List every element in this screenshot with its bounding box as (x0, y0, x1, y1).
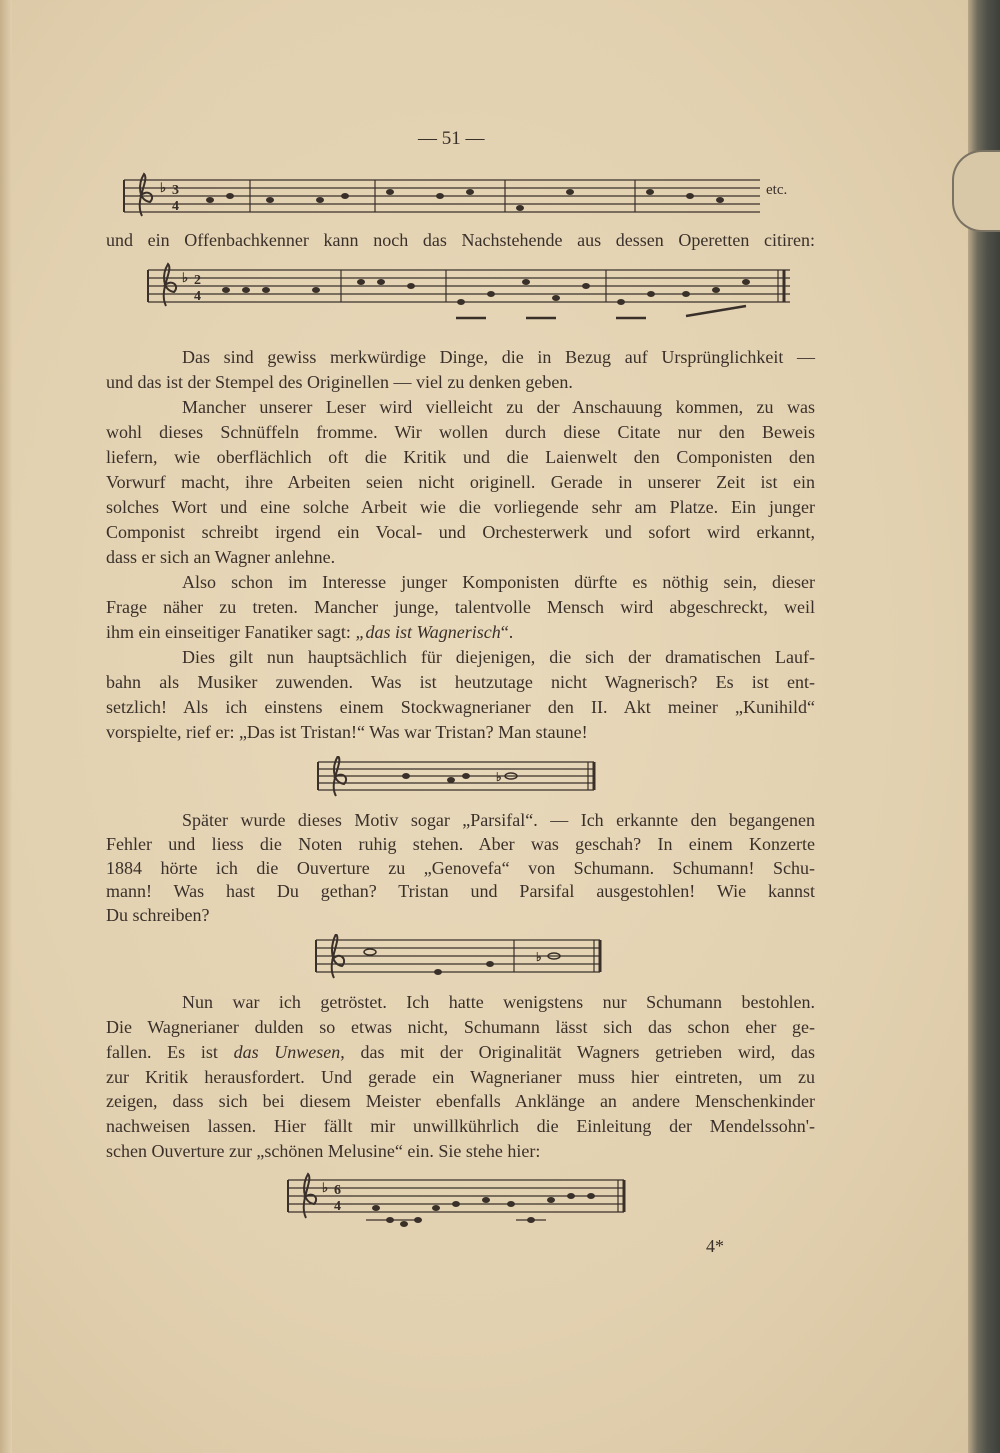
svg-text:4: 4 (334, 1199, 341, 1214)
text-line: zur Kritik herausfordert. Und gerade ein Wagnerianer muss hier eintreten, um zu (106, 1067, 815, 1087)
music-example-1 (120, 170, 820, 222)
text-line: 1884 hörte ich die Ouverture zu „Genovefa“ von Schumann. Schumann! Schu- (106, 858, 815, 878)
intro-line: und ein Offenbachkenner kann noch das Nachstehende aus dessen Operetten citiren: (106, 230, 815, 250)
text-line: mann! Was hast Du gethan? Tristan und Parsifal ausgestohlen! Wie kannst (106, 881, 815, 901)
text-line: nachweisen lassen. Hier fällt mir unwillkührlich die Einleitung der Mendelssohn'- (106, 1116, 815, 1136)
italic-phrase: das Unwesen (233, 1042, 341, 1062)
svg-text:6: 6 (334, 1183, 341, 1198)
text-line: Du schreiben? (106, 905, 210, 925)
text-line: dass er sich an Wagner anlehne. (106, 547, 336, 567)
book-clasp (952, 150, 1000, 232)
flat-sign: ♭ (160, 180, 167, 195)
svg-text:♭: ♭ (496, 770, 502, 784)
text-line: liefern, wie oberflächlich oft die Kritik und die Laienwelt den Componisten den (106, 447, 815, 467)
text-line: Nun war ich getröstet. Ich hatte wenigstens nur Schumann bestohlen. (182, 992, 815, 1012)
signature-mark: 4* (706, 1236, 724, 1256)
text-line: Die Wagnerianer dulden so etwas nicht, Schumann lässt sich das schon eher ge- (106, 1017, 815, 1037)
text-line: und das ist der Stempel des Originellen — viel zu denken geben. (106, 372, 573, 392)
text-line: Später wurde dieses Motiv sogar „Parsifal“. — Ich erkannte den begangenen (182, 810, 815, 830)
music-example-2 (146, 258, 796, 338)
text-line: schen Ouverture zur „schönen Melusine“ ein. Sie stehe hier: (106, 1141, 541, 1161)
text-line: zeigen, dass sich bei diesem Meister ebenfalls Anklänge an andere Menschenkinder (106, 1091, 815, 1111)
text-line: Vorwurf macht, ihre Arbeiten seien nicht originell. Gerade in unserer Zeit ist ein (106, 472, 815, 492)
text-line: ihm ein einseitiger Fanatiker sagt: „das ist Wagnerisch“. (106, 622, 514, 642)
text-line: Das sind gewiss merkwürdige Dinge, die in Bezug auf Ursprünglichkeit — (182, 347, 815, 367)
svg-text:3: 3 (172, 183, 179, 198)
text-line: Fehler und liess die Noten ruhig stehen. Aber was geschah? In einem Konzerte (106, 834, 815, 854)
page-left-edge (0, 0, 12, 1453)
text-line: Also schon im Interesse junger Komponisten dürfte es nöthig sein, dieser (182, 572, 815, 592)
svg-text:4: 4 (172, 199, 179, 214)
page-number-header: — 51 — (418, 128, 485, 149)
italic-quote: „das ist Wagnerisch (355, 622, 501, 642)
svg-text:4: 4 (194, 289, 201, 304)
etc-label: etc. (766, 182, 788, 198)
text-line: vorspielte, rief er: „Das ist Tristan!“ Was war Tristan? Man staune! (106, 722, 588, 742)
text-line: Dies gilt nun hauptsächlich für diejenigen, die sich der dramatischen Lauf- (182, 647, 815, 667)
svg-text:♭: ♭ (322, 1180, 329, 1195)
text-line: setzlich! Als ich einstens einem Stockwagnerianer den II. Akt meiner „Kunihild“ (106, 697, 815, 717)
text-line: Componist schreibt irgend ein Vocal- und Orchesterwerk und sofort wird erkannt, (106, 522, 815, 542)
text-line: wohl dieses Schnüffeln fromme. Wir wollen durch diese Citate nur den Beweis (106, 422, 815, 442)
music-example-3 (316, 756, 600, 798)
text-line: bahn als Musiker zuwenden. Was ist heutzutage nicht Wagnerisch? Es ist ent- (106, 672, 815, 692)
text-line: Frage näher zu treten. Mancher junge, talentvolle Mensch wird abgeschreckt, weil (106, 597, 815, 617)
text-line: solches Wort und eine solche Arbeit wie die vorliegende sehr am Platze. Ein junger (106, 497, 815, 517)
music-example-5 (286, 1172, 630, 1234)
music-example-4 (314, 934, 606, 980)
svg-text:♭: ♭ (536, 950, 542, 964)
svg-text:♭: ♭ (182, 270, 189, 285)
text-line: Mancher unserer Leser wird vielleicht zu der Anschauung kommen, zu was (182, 397, 815, 417)
svg-text:2: 2 (194, 273, 201, 288)
text-line: fallen. Es ist das Unwesen, das mit der Originalität Wagners getrieben wird, das (106, 1042, 816, 1062)
